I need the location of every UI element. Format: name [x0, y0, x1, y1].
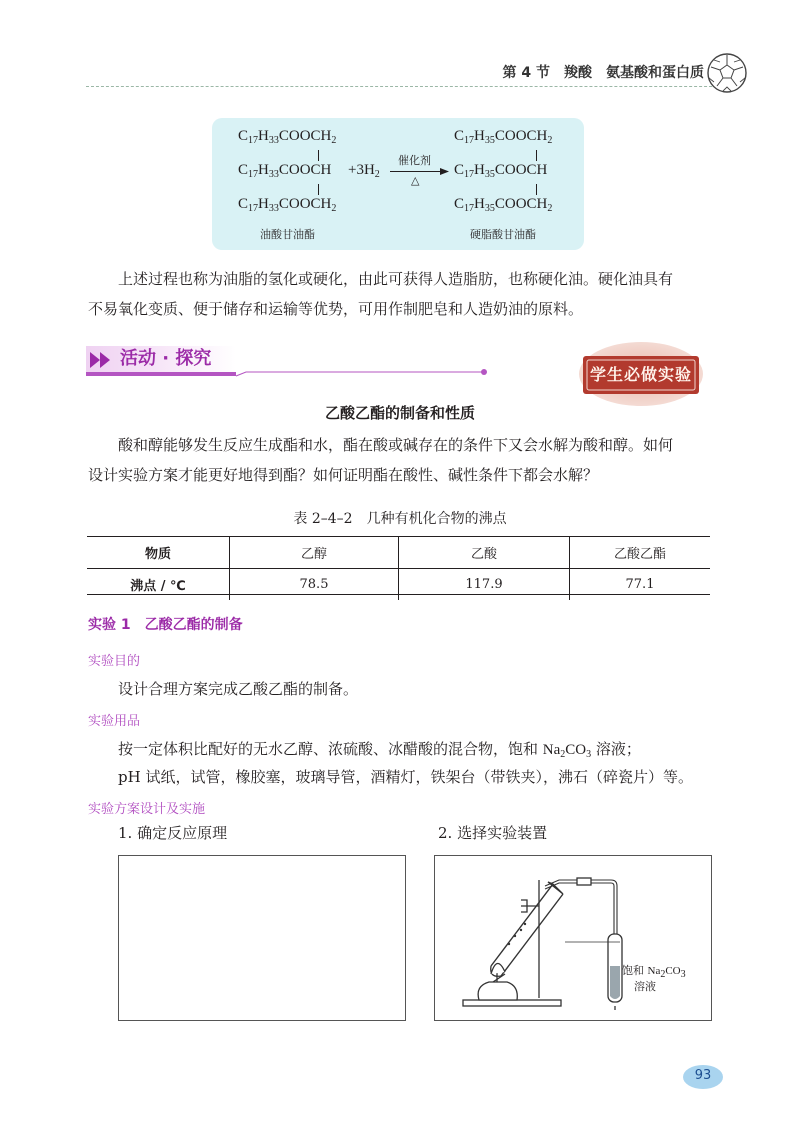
purpose-text: 设计合理方案完成乙酸乙酯的制备。	[118, 680, 359, 698]
stamp-text: 学生必做实验	[589, 365, 692, 384]
table-row	[87, 569, 710, 601]
paragraph-line: 不易氧化变质、便于储存和运输等优势，可用作制肥皂和人造奶油的原料。	[88, 300, 584, 318]
header-cell: 物质	[87, 537, 230, 569]
step-1-label: 1. 确定反应原理	[118, 824, 228, 842]
reactant-row-3: $C_{17}H_{33}COOCH_2$	[238, 196, 337, 214]
row-label: 沸点 / ℃	[87, 569, 230, 601]
table-cell: 117.9	[399, 569, 570, 601]
product-caption: 硬脂酸甘油酯	[470, 228, 536, 241]
table-cell: 78.5	[230, 569, 399, 601]
reaction-arrow	[390, 171, 446, 172]
header-divider	[86, 86, 732, 87]
product-row-2: $C_{17}H_{35}COOCH$	[454, 162, 548, 180]
intro-paragraph	[88, 430, 728, 490]
reaction-principle-answer-box[interactable]	[118, 855, 406, 1021]
paragraph-line: 设计实验方案才能更好地得到酯？如何证明酯在酸性、碱性条件下都会水解？	[88, 466, 599, 484]
bond-line	[318, 150, 319, 161]
header-cell: 乙醇	[230, 537, 399, 569]
step-2-label: 2. 选择实验装置	[438, 824, 548, 842]
hydrogenation-paragraph	[88, 264, 728, 324]
experiment-1-heading: 实验 1 乙酸乙酯的制备	[88, 617, 243, 633]
paragraph-line: 酸和醇能够发生反应生成酯和水，酯在酸或碱存在的条件下又会水解为酸和醇。如何	[118, 436, 674, 454]
product-row-1: $C_{17}H_{35}COOCH_2$	[454, 128, 553, 146]
header-section: 第 4 节	[502, 65, 550, 81]
experiment-topic: 乙酸乙酯的制备和性质	[324, 404, 475, 422]
distillation-apparatus-illustration	[435, 856, 709, 1018]
reactant-row-2: $C_{17}H_{33}COOCH$	[238, 162, 332, 180]
materials-text: 按一定体积比配好的无水乙醇、浓硫酸、冰醋酸的混合物，饱和	[118, 740, 543, 758]
catalyst-label: 催化剂	[398, 154, 431, 167]
table-header-row	[87, 537, 710, 569]
table-caption: 表 2–4–2 几种有机化合物的沸点	[293, 511, 507, 527]
design-heading: 实验方案设计及实施	[88, 802, 206, 817]
materials-heading: 实验用品	[88, 714, 141, 729]
apparatus-label: 饱和 $Na_2CO_3$	[622, 964, 686, 980]
paragraph-line: 上述过程也称为油脂的氢化或硬化，由此可获得人造脂肪，也称硬化油。硬化油具有	[118, 270, 674, 288]
table-cell: 77.1	[625, 577, 655, 592]
product-row-3: $C_{17}H_{35}COOCH_2$	[454, 196, 553, 214]
materials-text: 溶液；	[591, 740, 641, 758]
activity-title: 活动 · 探究	[120, 348, 212, 369]
bond-line	[318, 184, 319, 195]
hydrogen-reagent: $+3H_2$	[348, 162, 380, 180]
sodium-carbonate-formula: $Na_2CO_3$	[542, 742, 592, 760]
apparatus-label-solution: 溶液	[634, 980, 656, 993]
fullerene-icon	[706, 52, 748, 94]
page-number: 93	[694, 1068, 712, 1083]
materials-line-2: pH 试纸，试管，橡胶塞，玻璃导管，酒精灯，铁架台（带铁夹），沸石（碎瓷片）等。	[118, 768, 693, 786]
boiling-point-table	[87, 537, 710, 600]
header-title: 羧酸 氨基酸和蛋白质	[564, 65, 704, 81]
bond-line	[536, 150, 537, 161]
purpose-heading: 实验目的	[88, 654, 141, 669]
materials-line-1	[118, 734, 641, 765]
header-cell: 乙酸乙酯	[570, 537, 711, 569]
arrow-head-icon	[440, 167, 449, 176]
reactant-row-1: $C_{17}H_{33}COOCH_2$	[238, 128, 337, 146]
heat-condition: △	[411, 174, 420, 187]
table-bottom-rule	[87, 594, 710, 595]
reactant-caption: 油酸甘油酯	[260, 228, 315, 241]
header-cell: 乙酸	[399, 537, 570, 569]
bond-line	[536, 184, 537, 195]
running-header	[503, 62, 705, 82]
